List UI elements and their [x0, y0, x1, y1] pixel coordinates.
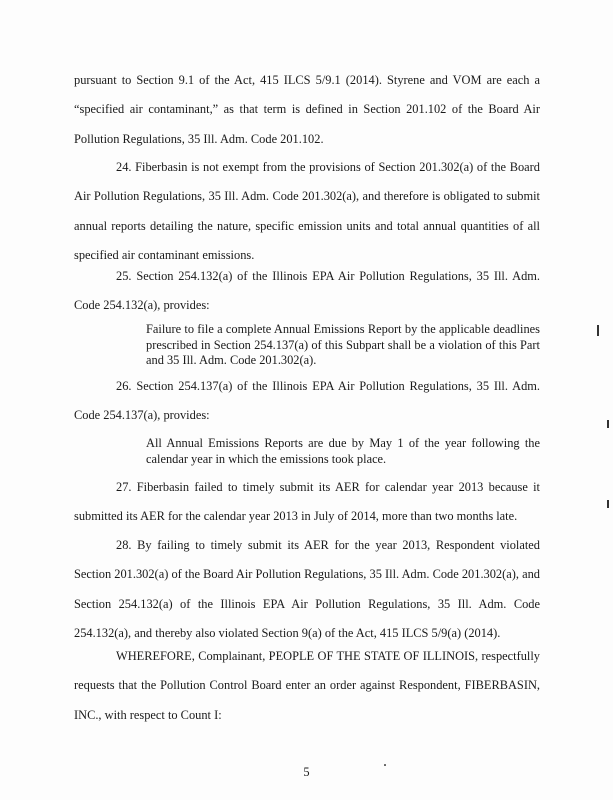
scan-speck [384, 764, 386, 766]
block-quote-25: Failure to file a complete Annual Emissions Report by the applicable deadlines prescribed in Section 254.137(a) of this Subpart shall be a violation of this Part and 35 Ill. Adm. Code 201.302(a). [146, 322, 540, 367]
scan-mark [607, 500, 609, 508]
paragraph-25: 25. Section 254.132(a) of the Illinois EPA Air Pollution Regulations, 35 Ill. Adm. Code 254.132(a), provides: [74, 269, 540, 313]
scan-mark [607, 420, 609, 428]
paragraph-27: 27. Fiberbasin failed to timely submit its AER for calendar year 2013 because it submitted its AER for the calendar year 2013 in July of 2014, more than two months late. [74, 480, 540, 524]
paragraph-wherefore: WHEREFORE, Complainant, PEOPLE OF THE STATE OF ILLINOIS, respectfully requests that the Pollution Control Board enter an order against Respondent, FIBERBASIN, INC., with respect to Count I: [74, 649, 540, 722]
scan-mark [597, 325, 599, 336]
paragraph-28: 28. By failing to timely submit its AER for the year 2013, Respondent violated Section 201.302(a) of the Board Air Pollution Regulations, 35 Ill. Adm. Code 201.302(a), and Section 254.132(a) of the Illinois EPA Air Pollution Regulations, 35 Ill. Adm. Code 254.132(a), and thereby also violated Section 9(a) of the Act, 415 ILCS 5/9(a) (2014). [74, 538, 540, 641]
paragraph-continuation: pursuant to Section 9.1 of the Act, 415 ILCS 5/9.1 (2014). Styrene and VOM are each a “specified air contaminant,” as that term is defined in Section 201.102 of the Board Air Pollution Regulations, 35 Ill. Adm. Code 201.102. [74, 73, 540, 146]
paragraph-24: 24. Fiberbasin is not exempt from the provisions of Section 201.302(a) of the Board Air Pollution Regulations, 35 Ill. Adm. Code 201.302(a), and therefore is obligated to submit annual reports detailing the nature, specific emission units and total annual quantities of all specified air contaminant emissions. [74, 160, 540, 263]
paragraph-26: 26. Section 254.137(a) of the Illinois EPA Air Pollution Regulations, 35 Ill. Adm. Code 254.137(a), provides: [74, 379, 540, 423]
page-number: 5 [303, 765, 310, 779]
block-quote-26: All Annual Emissions Reports are due by May 1 of the year following the calendar year in which the emissions took place. [146, 436, 540, 466]
